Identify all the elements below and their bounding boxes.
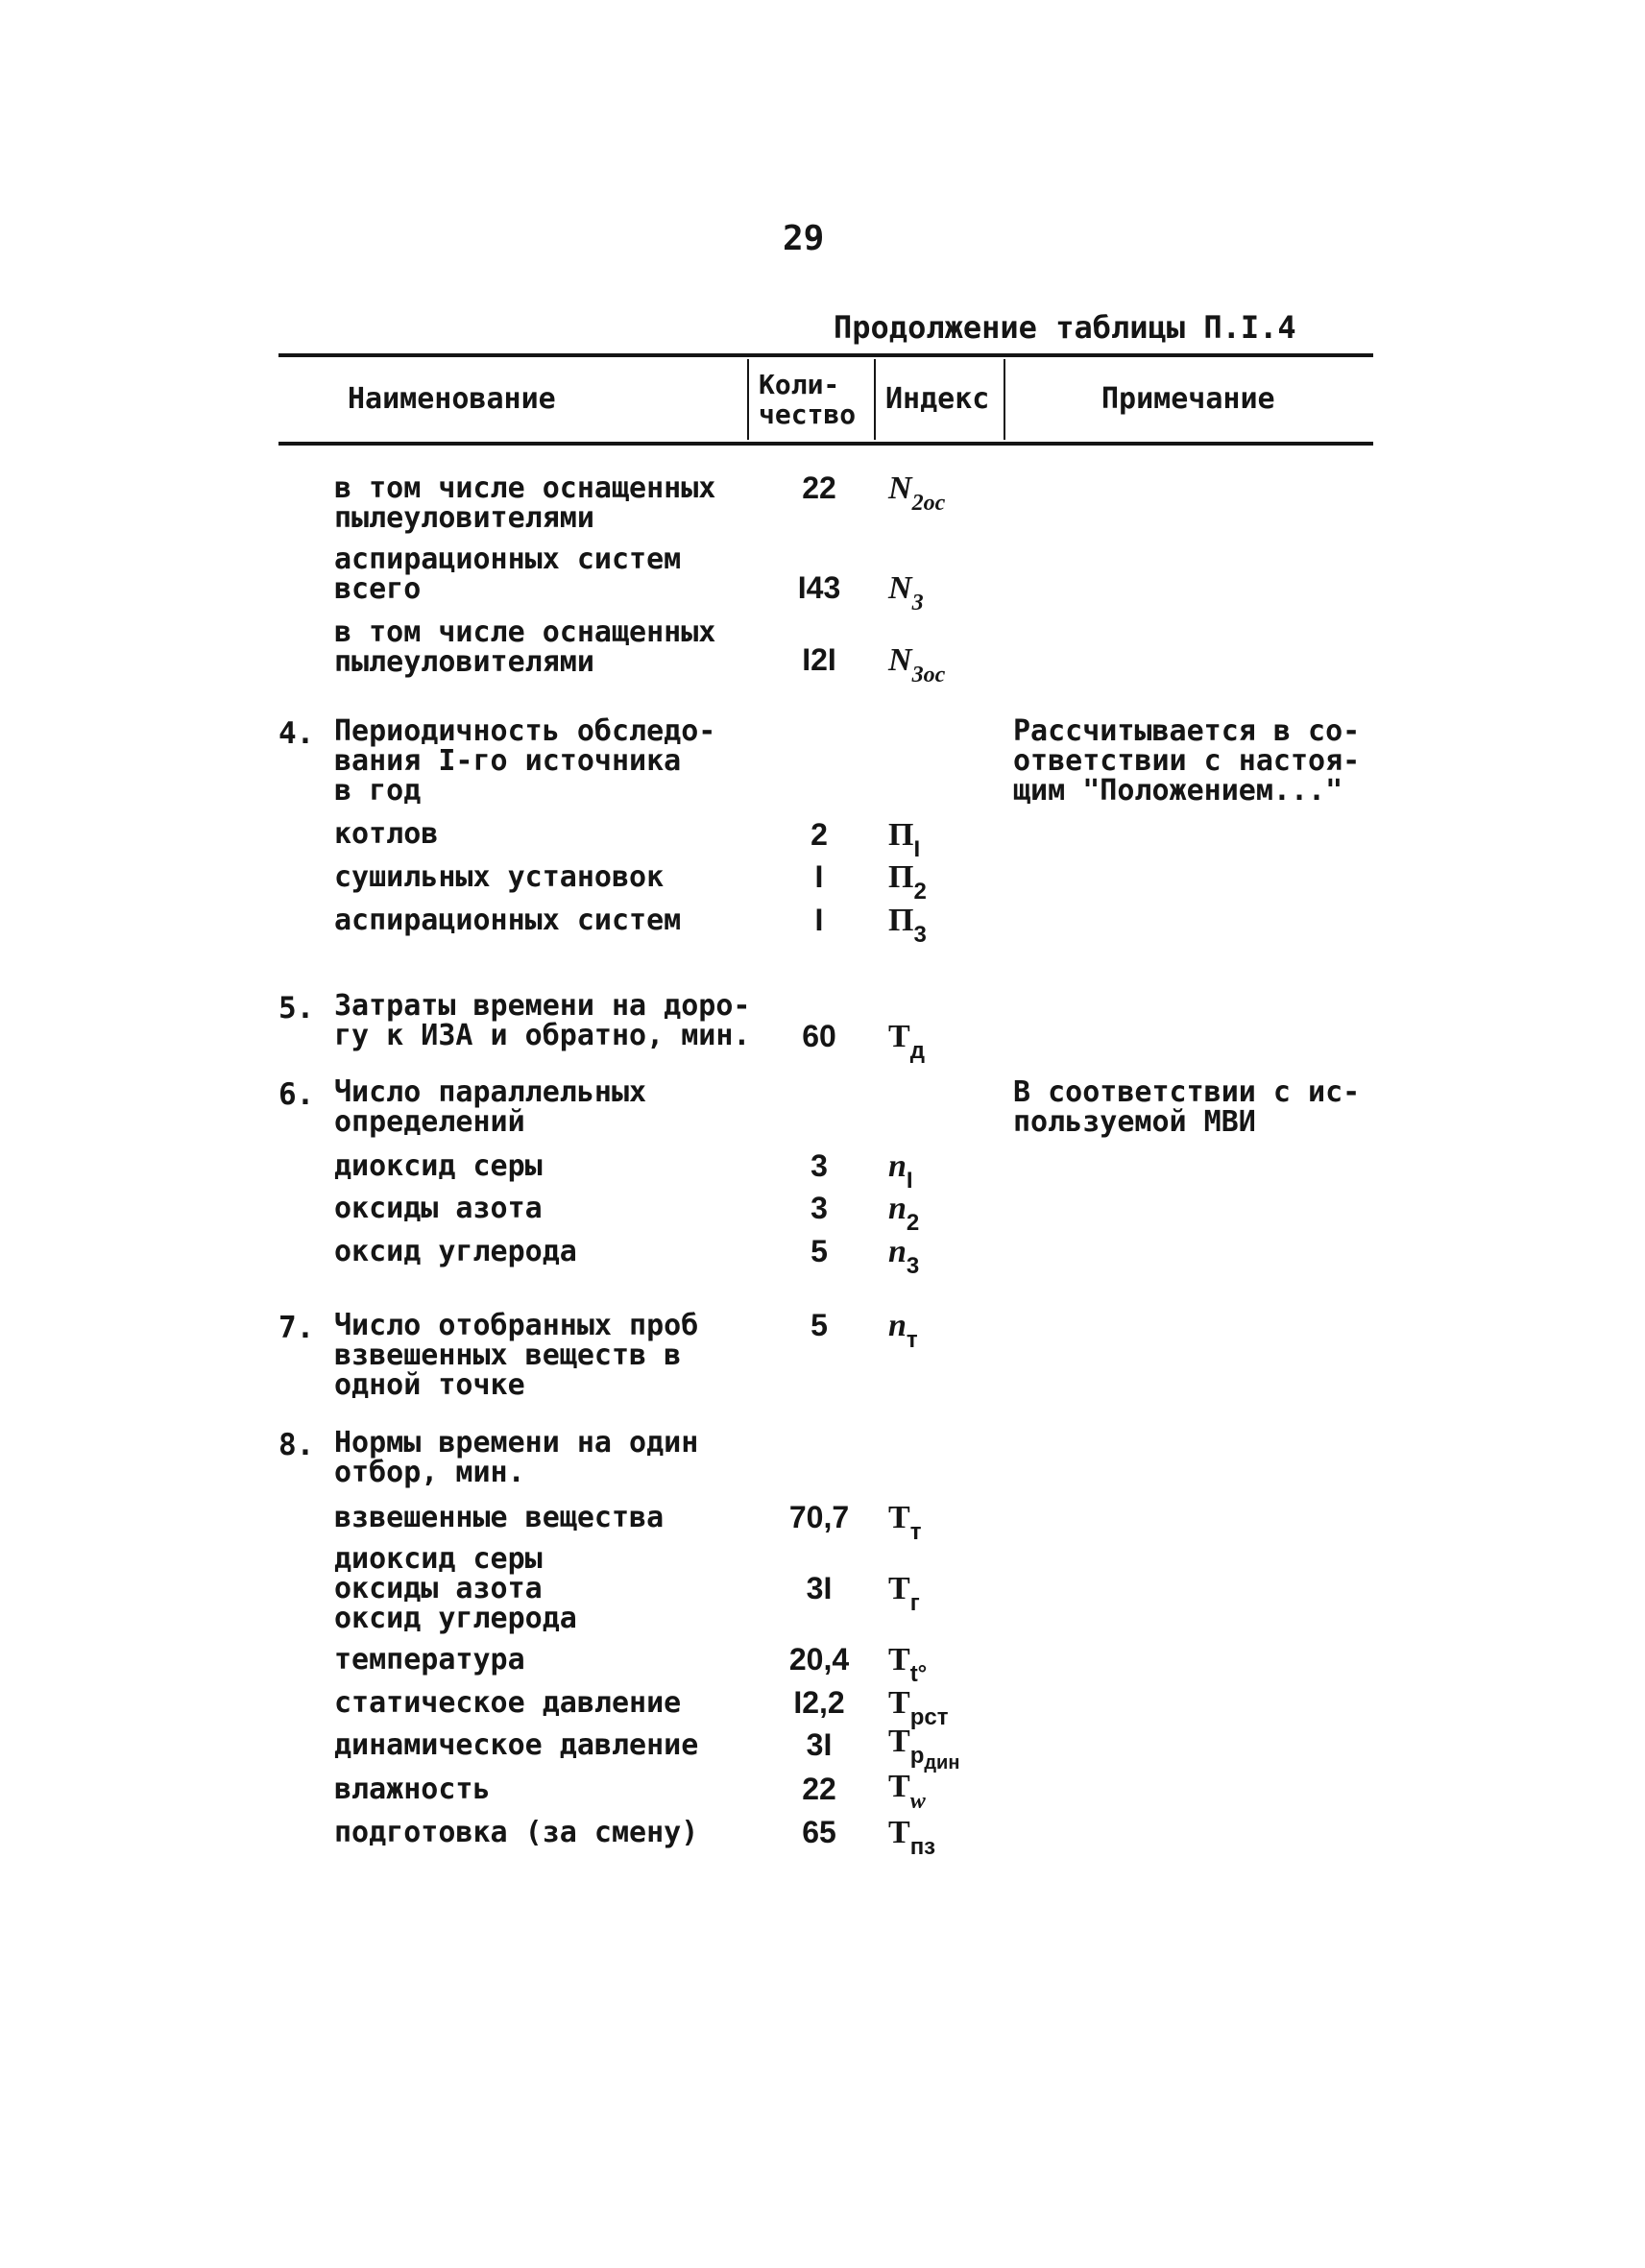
row-name: подготовка (за смену) bbox=[334, 1816, 699, 1849]
row-index: $n_т$ bbox=[888, 1308, 918, 1353]
row-name: аспирационных систем bbox=[334, 904, 682, 937]
row-index: $T_{t^\circ}$ bbox=[888, 1642, 928, 1687]
row-name: в том числе оснащенных пылеуловителями bbox=[334, 471, 716, 535]
header-qty-line1: Коли- bbox=[759, 369, 840, 400]
row-qty: I2,2 bbox=[793, 1685, 845, 1720]
row-qty: 3 bbox=[810, 1148, 828, 1183]
row-index: $n_2$ bbox=[888, 1191, 920, 1236]
header-note: Примечание bbox=[1101, 382, 1275, 416]
row-index: $T_{pст}$ bbox=[888, 1685, 949, 1730]
row-qty: 22 bbox=[802, 1772, 836, 1806]
row-name: Нормы времени на один отбор, мин. bbox=[334, 1426, 699, 1489]
row-qty: 20,4 bbox=[788, 1642, 850, 1677]
row-name: Число отобранных проб взвешенных веществ в одной точке bbox=[334, 1309, 699, 1402]
header-bottom-rule bbox=[278, 442, 1373, 446]
row-number: 5. bbox=[278, 991, 315, 1025]
row-qty: 60 bbox=[802, 1019, 836, 1053]
row-index: $П_3$ bbox=[888, 903, 927, 948]
table-top-rule bbox=[278, 353, 1373, 357]
row-qty: I bbox=[814, 903, 824, 937]
row-qty: 70,7 bbox=[788, 1500, 850, 1534]
row-index: $T_т$ bbox=[888, 1500, 922, 1545]
table-caption: Продолжение таблицы П.I.4 bbox=[834, 309, 1296, 346]
header-qty-line2: чество bbox=[759, 398, 857, 430]
row-name: сушильных установок bbox=[334, 860, 665, 894]
row-number: 8. bbox=[278, 1428, 315, 1462]
row-name: температура bbox=[334, 1643, 525, 1677]
row-index: $T_w$ bbox=[888, 1769, 926, 1814]
row-name: оксид углерода bbox=[334, 1235, 577, 1268]
row-name: взвешенные вещества bbox=[334, 1501, 665, 1534]
row-name: диоксид серы оксиды азота оксид углерода bbox=[334, 1542, 577, 1635]
row-qty: 5 bbox=[810, 1234, 828, 1268]
row-index: $n_I$ bbox=[888, 1148, 913, 1194]
row-number: 6. bbox=[278, 1077, 315, 1112]
row-name: влажность bbox=[334, 1773, 491, 1806]
row-name: динамическое давление bbox=[334, 1728, 699, 1762]
row-index: $T_{pдин}$ bbox=[888, 1724, 960, 1773]
row-number: 7. bbox=[278, 1311, 315, 1345]
row-qty: 2 bbox=[810, 817, 828, 852]
row-note: Рассчитывается в со- ответствии с настоя- щим "Положением..." bbox=[1013, 714, 1361, 808]
row-qty: 65 bbox=[802, 1815, 836, 1849]
row-name: котлов bbox=[334, 817, 439, 851]
row-name: Периодичность обследо- вания I-го источника в год bbox=[334, 714, 716, 808]
row-name: в том числе оснащенных пылеуловителями bbox=[334, 615, 716, 679]
row-name: статическое давление bbox=[334, 1686, 682, 1720]
row-index: $T_{пз}$ bbox=[888, 1815, 936, 1860]
row-index: $N_{2ос}$ bbox=[888, 470, 946, 516]
row-index: $n_3$ bbox=[888, 1234, 920, 1279]
header-separator bbox=[874, 359, 876, 440]
row-qty: 3 bbox=[810, 1191, 828, 1225]
row-name: диоксид серы bbox=[334, 1149, 543, 1183]
row-index: $N_{3ос}$ bbox=[888, 642, 946, 688]
row-name: Число параллельных определений bbox=[334, 1075, 647, 1139]
header-separator bbox=[1004, 359, 1005, 440]
row-index: $П_2$ bbox=[888, 859, 927, 905]
row-qty: I43 bbox=[797, 570, 841, 605]
header-separator bbox=[747, 359, 749, 440]
header-index: Индекс bbox=[885, 382, 990, 416]
row-index: $T_д$ bbox=[888, 1019, 925, 1064]
row-qty: 22 bbox=[802, 470, 836, 505]
row-qty: I2I bbox=[802, 642, 836, 677]
row-index: $T_г$ bbox=[888, 1571, 920, 1616]
header-name: Наименование bbox=[348, 382, 556, 416]
row-qty: 3I bbox=[806, 1571, 833, 1605]
row-index: $N_3$ bbox=[888, 570, 924, 615]
row-qty: I bbox=[814, 859, 824, 894]
row-name: аспирационных систем всего bbox=[334, 543, 682, 606]
row-note: В соответствии с ис- пользуемой МВИ bbox=[1013, 1075, 1361, 1139]
row-qty: 5 bbox=[810, 1308, 828, 1342]
row-name: Затраты времени на доро- гу к ИЗА и обратно, мин. bbox=[334, 989, 751, 1052]
page-number: 29 bbox=[783, 219, 825, 258]
row-name: оксиды азота bbox=[334, 1192, 543, 1225]
row-index: $П_I$ bbox=[888, 817, 921, 862]
row-number: 4. bbox=[278, 716, 315, 751]
row-qty: 3I bbox=[806, 1727, 833, 1762]
